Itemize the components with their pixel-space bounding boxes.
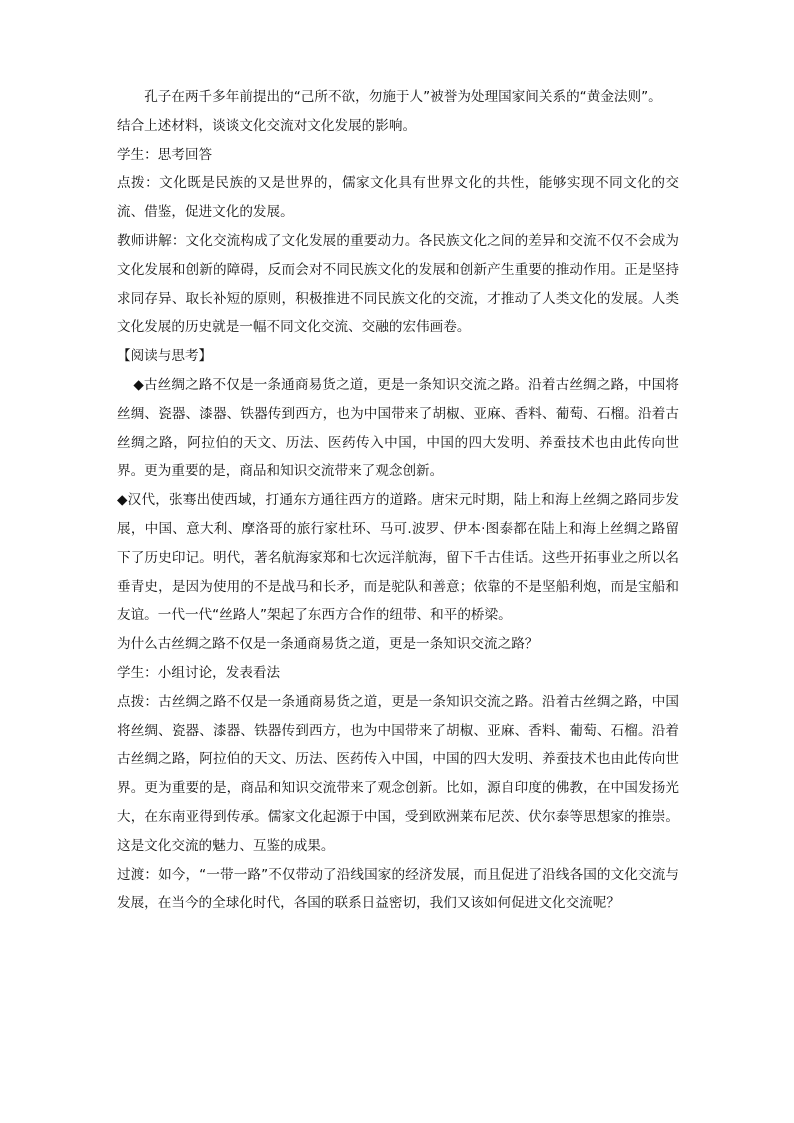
paragraph-hint-2: 点拨：古丝绸之路不仅是一条通商易货之道，更是一条知识交流之路。沿着古丝绸之路，中国将丝绸、瓷器、漆器、铁器传到西方，也为中国带来了胡椒、亚麻、香料、葡萄、石榴。沿着古丝绸之路，阿拉伯的天文、历法、医药传入中国，中国的四大发明、养蚕技术也由此传向世界。更为重要的是，商品和知识交流带来了观念创新。比如，源自印度的佛教，在中国发扬光大，在东南亚得到传承。儒家文化起源于中国，受到欧洲莱布尼茨、伏尔泰等思想家的推崇。这是文化交流的魅力、互鉴的成果。 <box>117 693 679 854</box>
paragraph-student-discussion: 学生：小组讨论，发表看法 <box>117 664 281 681</box>
paragraph-teacher-explanation: 教师讲解：文化交流构成了文化发展的重要动力。各民族文化之间的差异和交流不仅不会成为文化发展和创新的障碍，反而会对不同民族文化的发展和创新产生重要的推动作用。正是坚持求同存异、取长补短的原则，积极推进不同民族文化的交流，才推动了人类文化的发展。人类文化发展的历史就是一幅不同文化交流、交融的宏伟画卷。 <box>117 232 679 336</box>
paragraph-confucius-quote: 孔子在两千多年前提出的“己所不欲，勿施于人”被誉为处理国家间关系的“黄金法则”。 <box>144 89 662 105</box>
paragraph-question-silk-road: 为什么古丝绸之路不仅是一条通商易货之道，更是一条知识交流之路？ <box>117 636 539 653</box>
section-heading-reading: 【阅读与思考】 <box>117 348 213 365</box>
paragraph-transition: 过渡：如今，“一带一路”不仅带动了沿线国家的经济发展，而且促进了沿线各国的文化交流与发展，在当今的全球化时代，各国的联系日益密切，我们又该如何促进文化交流呢？ <box>117 866 679 912</box>
paragraph-student-answer: 学生：思考回答 <box>117 146 213 163</box>
paragraph-hint-1: 点拨：文化既是民族的又是世界的，儒家文化具有世界文化的共性，能够实现不同文化的交流、借鉴，促进文化的发展。 <box>117 175 679 221</box>
paragraph-question-culture-exchange: 结合上述材料，谈谈文化交流对文化发展的影响。 <box>117 117 417 134</box>
paragraph-silk-road-2: ◆汉代，张骞出使西域，打通东方通往西方的道路。唐宋元时期，陆上和海上丝绸之路同步发展，中国、意大利、摩洛哥的旅行家杜环、马可.波罗、伊本·图泰都在陆上和海上丝绸之路留下了历史印记。明代，著名航海家郑和七次远洋航海，留下千古佳话。这些开拓事业之所以名垂青史，是因为使用的不是战马和长矛，而是驼队和善意；依靠的不是坚船利炮，而是宝船和友谊。一代一代“丝路人”架起了东西方合作的纽带、和平的桥梁。 <box>117 492 679 624</box>
document-body <box>117 83 679 918</box>
paragraph-silk-road-1: ◆古丝绸之路不仅是一条通商易货之道，更是一条知识交流之路。沿着古丝绸之路，中国将丝绸、瓷器、漆器、铁器传到西方，也为中国带来了胡椒、亚麻、香料、葡萄、石榴。沿着古丝绸之路，阿拉伯的天文、历法、医药传入中国，中国的四大发明、养蚕技术也由此传向世界。更为重要的是，商品和知识交流带来了观念创新。 <box>117 376 679 480</box>
